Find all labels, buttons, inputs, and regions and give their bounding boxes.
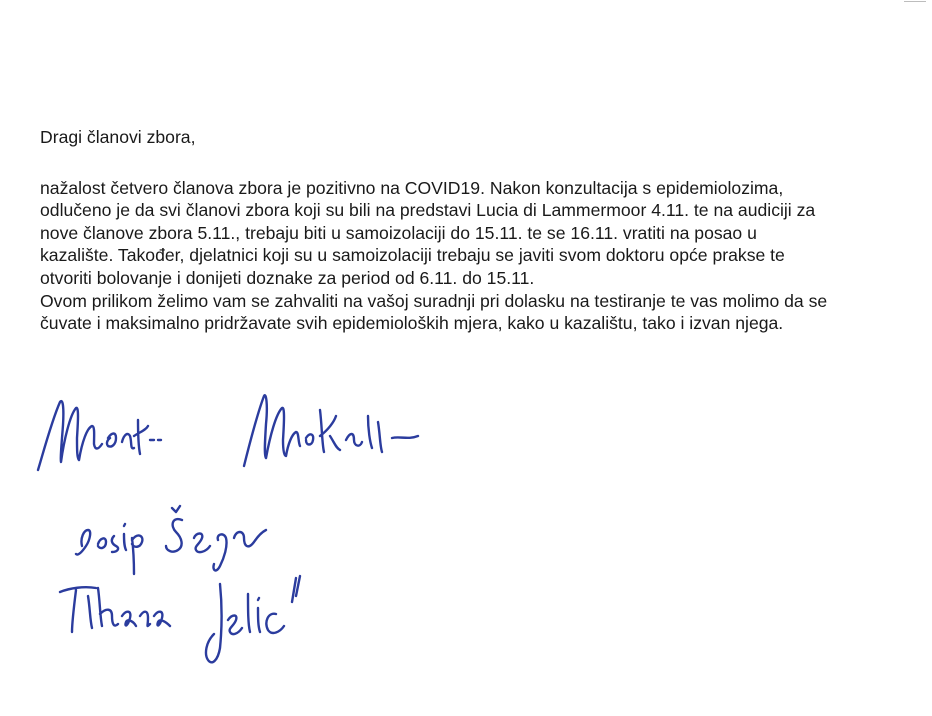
signatures-drawing: [30, 370, 510, 700]
letter-line: nove članove zbora 5.11., trebaju biti u samoizolaciji do 15.11. te se 16.11. vratiti na posao u: [40, 222, 757, 243]
scan-corner-mark: [904, 1, 926, 5]
signature-3: [60, 576, 300, 662]
letter-line: otvoriti bolovanje i donijeti doznake za period od 6.11. do 15.11.: [40, 267, 535, 288]
letter-paragraph: [40, 177, 920, 335]
signature-2: [76, 506, 266, 574]
signatures-block: [30, 370, 510, 700]
letter-body: [40, 126, 920, 335]
letter-line: čuvate i maksimalno pridržavate svih epidemioloških mjera, kako u kazalištu, tako i izvan njega.: [40, 313, 784, 334]
letter-line: odlučeno je da svi članovi zbora koji su bili na predstavi Lucia di Lammermoor 4.11. te na audiciji za: [40, 200, 816, 221]
signature-1: [38, 395, 418, 470]
letter-line: kazalište. Također, djelatnici koji su u samoizolaciji trebaju se javiti svom doktoru opće prakse te: [40, 245, 785, 266]
letter-line: nažalost četvero članova zbora je pozitivno na COVID19. Nakon konzultacija s epidemiolozima,: [40, 177, 784, 198]
letter-line: Ovom prilikom želimo vam se zahvaliti na vašoj suradnji pri dolasku na testiranje te vas molimo da se: [40, 290, 828, 311]
letter-greeting: Dragi članovi zbora,: [40, 127, 196, 147]
